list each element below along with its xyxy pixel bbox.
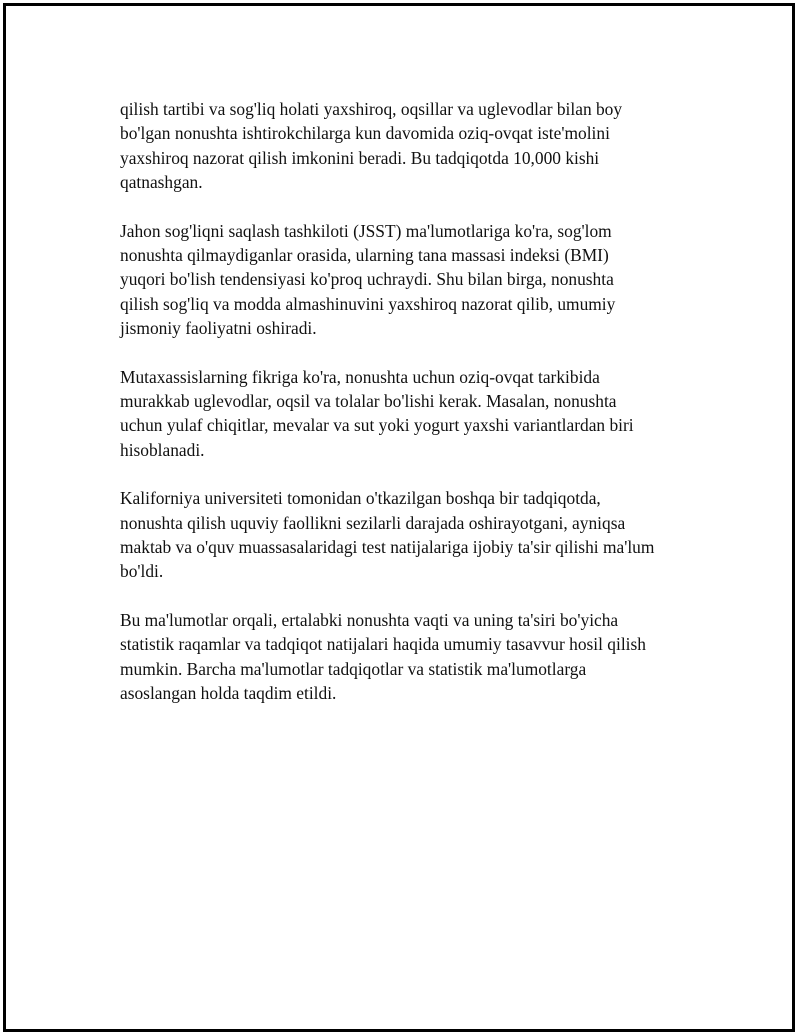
paragraph-5 — [120, 608, 690, 705]
text-line: murakkab uglevodlar, oqsil va tolalar bo'lishi kerak. Masalan, nonushta — [120, 390, 617, 411]
text-line: Bu ma'lumotlar orqali, ertalabki nonushta vaqti va uning ta'siri bo'yicha — [120, 610, 619, 631]
text-line: Mutaxassislarning fikriga ko'ra, nonushta uchun oziq-ovqat tarkibida — [120, 366, 600, 387]
paragraph-1 — [120, 97, 690, 194]
text-line: jismoniy faoliyatni oshiradi. — [120, 317, 317, 338]
text-line: asoslangan holda taqdim etildi. — [120, 682, 337, 703]
text-line: bo'lgan nonushta ishtirokchilarga kun davomida oziq-ovqat iste'molini — [120, 123, 610, 144]
text-line: qilish sog'liq va modda almashinuvini yaxshiroq nazorat qilib, umumiy — [120, 293, 616, 314]
text-line: nonushta qilish uquviy faollikni sezilarli darajada oshirayotgani, ayniqsa — [120, 512, 626, 533]
text-line: nonushta qilmaydiganlar orasida, ularning tana massasi indeksi (BMI) — [120, 244, 609, 265]
text-line: yaxshiroq nazorat qilish imkonini beradi. Bu tadqiqotda 10,000 kishi — [120, 147, 600, 168]
text-line: maktab va o'quv muassasalaridagi test natijalariga ijobiy ta'sir qilishi ma'lum — [120, 536, 655, 557]
text-line: yuqori bo'lish tendensiyasi ko'proq uchraydi. Shu bilan birga, nonushta — [120, 269, 614, 290]
text-line: Kaliforniya universiteti tomonidan o'tkazilgan boshqa bir tadqiqotda, — [120, 488, 601, 509]
paragraph-4 — [120, 486, 690, 583]
paragraph-3 — [120, 365, 690, 462]
text-line: hisoblanadi. — [120, 439, 205, 460]
text-line: qatnashgan. — [120, 171, 203, 192]
text-line: mumkin. Barcha ma'lumotlar tadqiqotlar va statistik ma'lumotlarga — [120, 658, 587, 679]
text-line: uchun yulaf chiqitlar, mevalar va sut yoki yogurt yaxshi variantlardan biri — [120, 415, 634, 436]
text-line: bo'ldi. — [120, 561, 164, 582]
text-line: Jahon sog'liqni saqlash tashkiloti (JSST) ma'lumotlariga ko'ra, sog'lom — [120, 220, 612, 241]
paragraph-2 — [120, 219, 690, 340]
text-line: statistik raqamlar va tadqiqot natijalari haqida umumiy tasavvur hosil qilish — [120, 634, 646, 655]
document-page — [3, 3, 795, 1032]
document-body — [120, 97, 690, 730]
text-line: qilish tartibi va sog'liq holati yaxshiroq, oqsillar va uglevodlar bilan boy — [120, 99, 623, 119]
